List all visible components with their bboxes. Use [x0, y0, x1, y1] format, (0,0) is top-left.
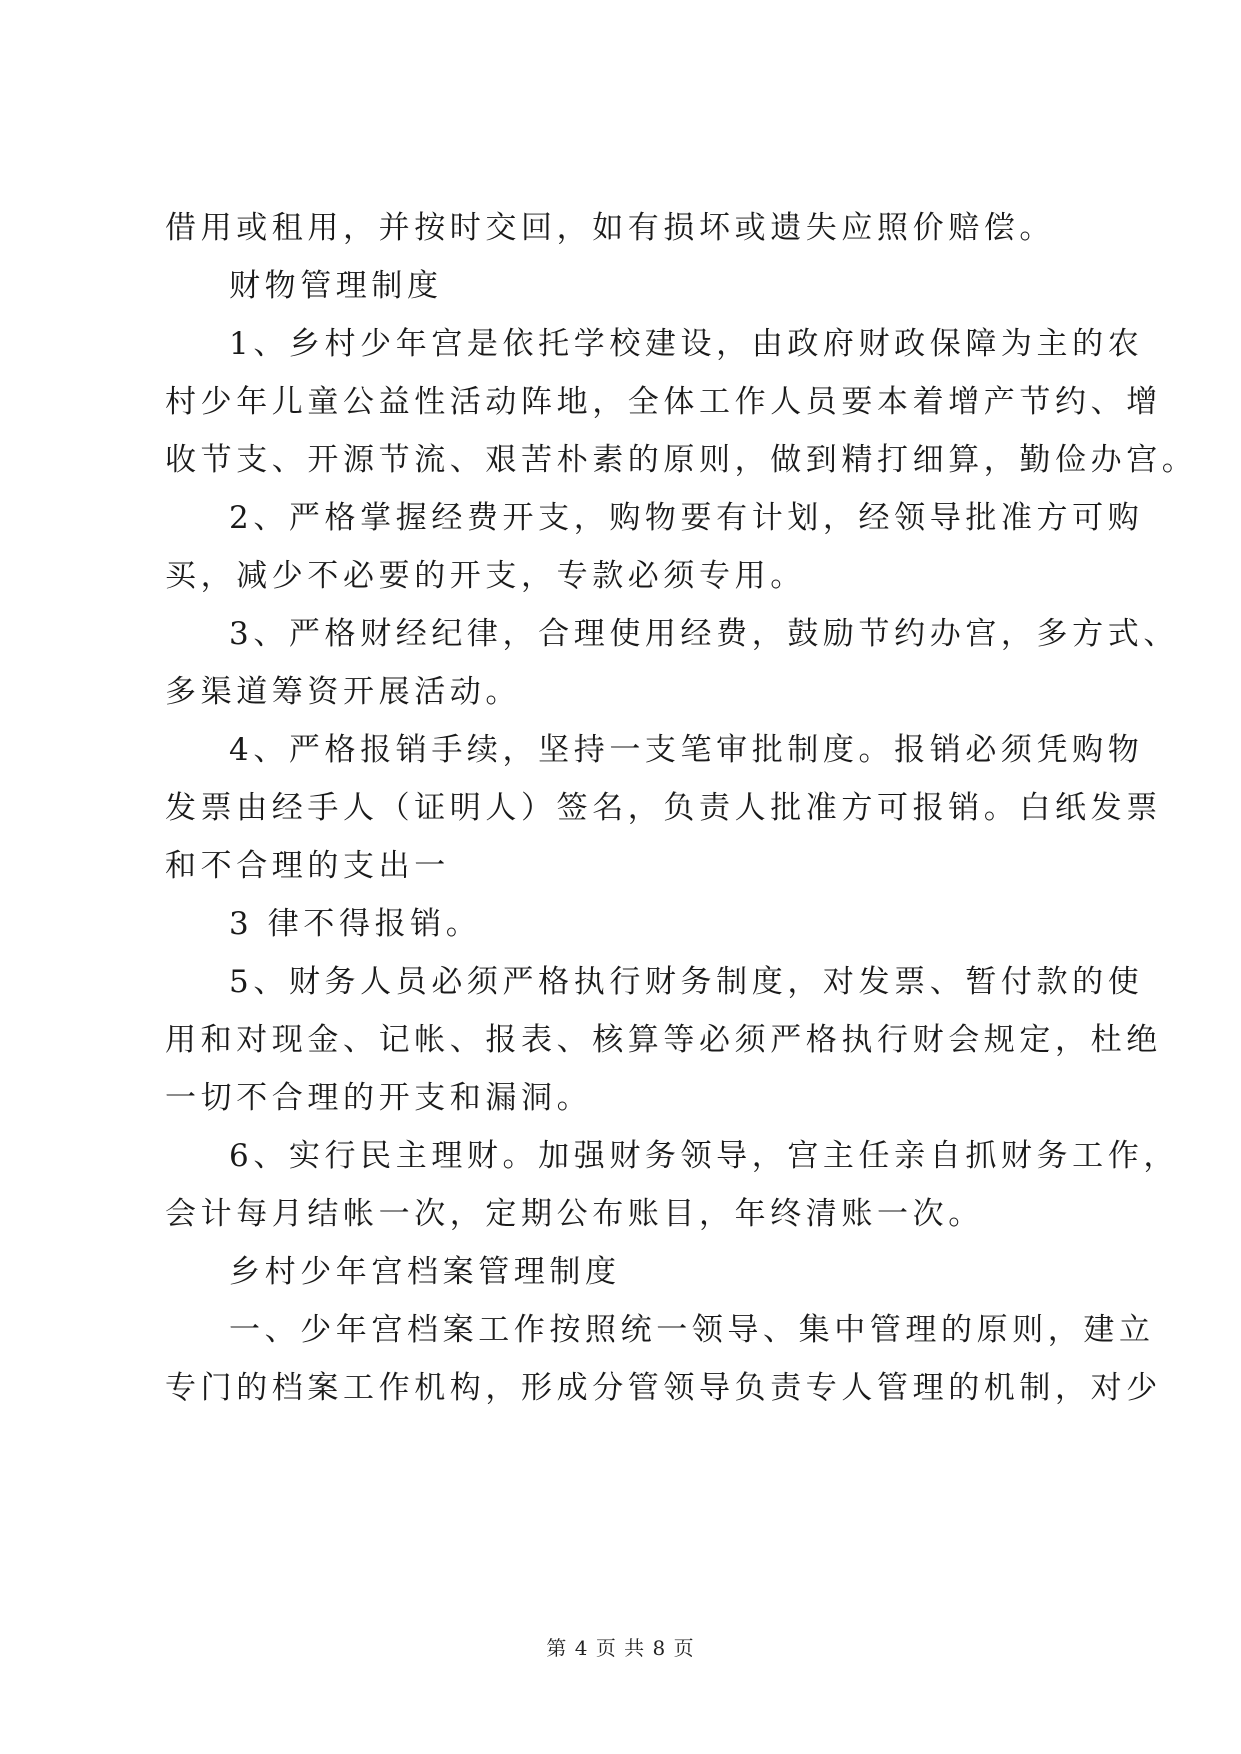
body-line: 2、严格掌握经费开支，购物要有计划，经领导批准方可购 — [229, 500, 1144, 536]
body-line: 和不合理的支出一 — [165, 848, 450, 884]
body-line: 3 律不得报销。 — [229, 906, 482, 942]
body-line: 专门的档案工作机构，形成分管领导负责专人管理的机制，对少 — [165, 1370, 1162, 1406]
body-line: 收节支、开源节流、艰苦朴素的原则，做到精打细算，勤俭办宫。 — [165, 442, 1198, 478]
body-line: 村少年儿童公益性活动阵地，全体工作人员要本着增产节约、增 — [165, 384, 1162, 420]
body-line: 发票由经手人（证明人）签名，负责人批准方可报销。白纸发票 — [165, 790, 1162, 826]
body-line: 一、少年宫档案工作按照统一领导、集中管理的原则，建立 — [229, 1312, 1155, 1348]
section-heading: 财物管理制度 — [229, 268, 443, 304]
body-line: 多渠道筹资开展活动。 — [165, 674, 521, 710]
body-line: 5、财务人员必须严格执行财务制度，对发票、暂付款的使 — [229, 964, 1144, 1000]
body-line: 3、严格财经纪律，合理使用经费，鼓励节约办宫，多方式、 — [229, 616, 1179, 652]
page-number-footer: 第 4 页 共 8 页 — [546, 1636, 695, 1660]
body-line: 会计每月结帐一次，定期公布账目，年终清账一次。 — [165, 1196, 984, 1232]
body-line: 4、严格报销手续，坚持一支笔审批制度。报销必须凭购物 — [229, 732, 1144, 768]
body-line: 1、乡村少年宫是依托学校建设，由政府财政保障为主的农 — [229, 326, 1144, 362]
body-line: 借用或租用，并按时交回，如有损坏或遗失应照价赔偿。 — [165, 210, 1055, 246]
body-line: 买，减少不必要的开支，专款必须专用。 — [165, 558, 806, 594]
body-line: 6、实行民主理财。加强财务领导，宫主任亲自抓财务工作， — [229, 1138, 1179, 1174]
body-line: 一切不合理的开支和漏洞。 — [165, 1080, 593, 1116]
section-heading: 乡村少年宫档案管理制度 — [229, 1254, 621, 1290]
body-line: 用和对现金、记帐、报表、核算等必须严格执行财会规定，杜绝 — [165, 1022, 1162, 1058]
